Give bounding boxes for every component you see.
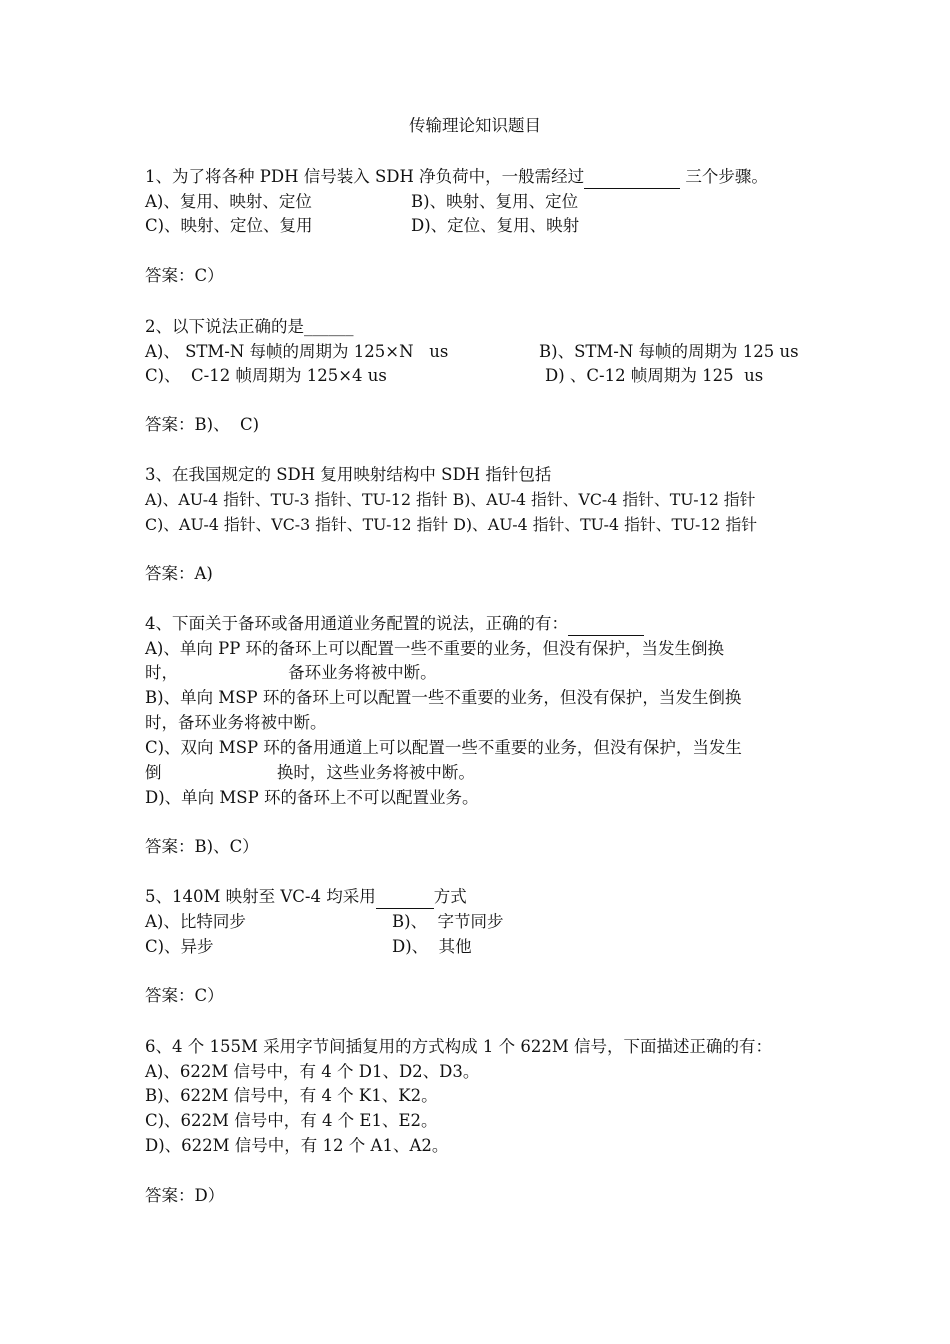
q4-option-d: D)、单向 MSP 环的备环上不可以配置业务。 [145, 788, 479, 807]
q6-option-d: D)、622M 信号中，有 12 个 A1、A2。 [145, 1136, 449, 1155]
q5-option-a: A)、比特同步 [145, 912, 246, 931]
q4-answer: 答案：B)、C） [145, 837, 259, 856]
q2-option-c: C)、 C-12 帧周期为 125×4 us [145, 366, 387, 385]
q5-option-d: D)、 其他 [392, 937, 472, 956]
q1-stem-text: 1、为了将各种 PDH 信号装入 SDH 净负荷中，一般需经过 [145, 167, 585, 186]
q1-option-d: D)、定位、复用、映射 [411, 216, 580, 235]
q4-option-c-line1: C)、双向 MSP 环的备用通道上可以配置一些不重要的业务，但没有保护，当发生 [145, 738, 742, 757]
q6-stem: 6、4 个 155M 采用字节间插复用的方式构成 1 个 622M 信号，下面描述正确的有： [145, 1037, 772, 1056]
q5-blank [376, 890, 434, 909]
q4-stem [145, 612, 644, 636]
q4-option-b-line2: 时，备环业务将被中断。 [145, 713, 327, 732]
q1-option-b: B)、映射、复用、定位 [411, 192, 579, 211]
q6-option-c: C)、622M 信号中，有 4 个 E1、E2。 [145, 1111, 438, 1130]
q3-options-ab: A)、AU-4 指针、TU-3 指针、TU-12 指针 B)、AU-4 指针、VC-4 指针、TU-12 指针 [145, 490, 756, 509]
q3-options-cd: C)、AU-4 指针、VC-3 指针、TU-12 指针 D)、AU-4 指针、TU-4 指针、TU-12 指针 [145, 515, 758, 534]
q5-option-c: C)、异步 [145, 937, 214, 956]
q1-stem [145, 165, 768, 189]
q1-blank [584, 170, 680, 189]
q6-option-b: B)、622M 信号中，有 4 个 K1、K2。 [145, 1086, 438, 1105]
q1-answer: 答案：C） [145, 266, 224, 285]
q5-stem [145, 885, 467, 909]
q4-blank [568, 617, 644, 636]
q4-option-b-line1: B)、单向 MSP 环的备环上可以配置一些不重要的业务，但没有保护，当发生倒换 [145, 688, 742, 707]
q5-stem-end: 方式 [433, 887, 467, 906]
q2-answer: 答案：B)、 C) [145, 415, 260, 434]
q2-option-b: B)、STM-N 每帧的周期为 125 us [539, 342, 799, 361]
q3-answer: 答案：A) [145, 564, 213, 583]
q1-option-c: C)、映射、定位、复用 [145, 216, 313, 235]
page-title: 传输理论知识题目 [409, 116, 541, 135]
q4-option-a-line2: 时， 备环业务将被中断。 [145, 663, 437, 682]
q2-option-a: A)、 STM-N 每帧的周期为 125×N us [145, 342, 449, 361]
q4-option-a-line1: A)、单向 PP 环的备环上可以配置一些不重要的业务，但没有保护，当发生倒换 [145, 639, 725, 658]
q1-stem-end: 三个步骤。 [680, 167, 768, 186]
q3-stem: 3、在我国规定的 SDH 复用映射结构中 SDH 指针包括 [145, 465, 552, 484]
q1-option-a: A)、复用、映射、定位 [145, 192, 312, 211]
q6-option-a: A)、622M 信号中，有 4 个 D1、D2、D3。 [145, 1062, 480, 1081]
q2-option-d: D) 、C-12 帧周期为 125 us [545, 366, 764, 385]
q2-stem: 2、以下说法正确的是______ [145, 317, 354, 336]
q5-stem-text: 5、140M 映射至 VC-4 均采用 [145, 887, 376, 906]
q4-stem-text: 4、下面关于备环或备用通道业务配置的说法，正确的有： [145, 614, 568, 633]
q4-option-c-line2: 倒 换时，这些业务将被中断。 [145, 763, 475, 782]
q6-answer: 答案：D） [145, 1186, 225, 1205]
q5-answer: 答案：C） [145, 986, 224, 1005]
q5-option-b: B)、 字节同步 [392, 912, 504, 931]
